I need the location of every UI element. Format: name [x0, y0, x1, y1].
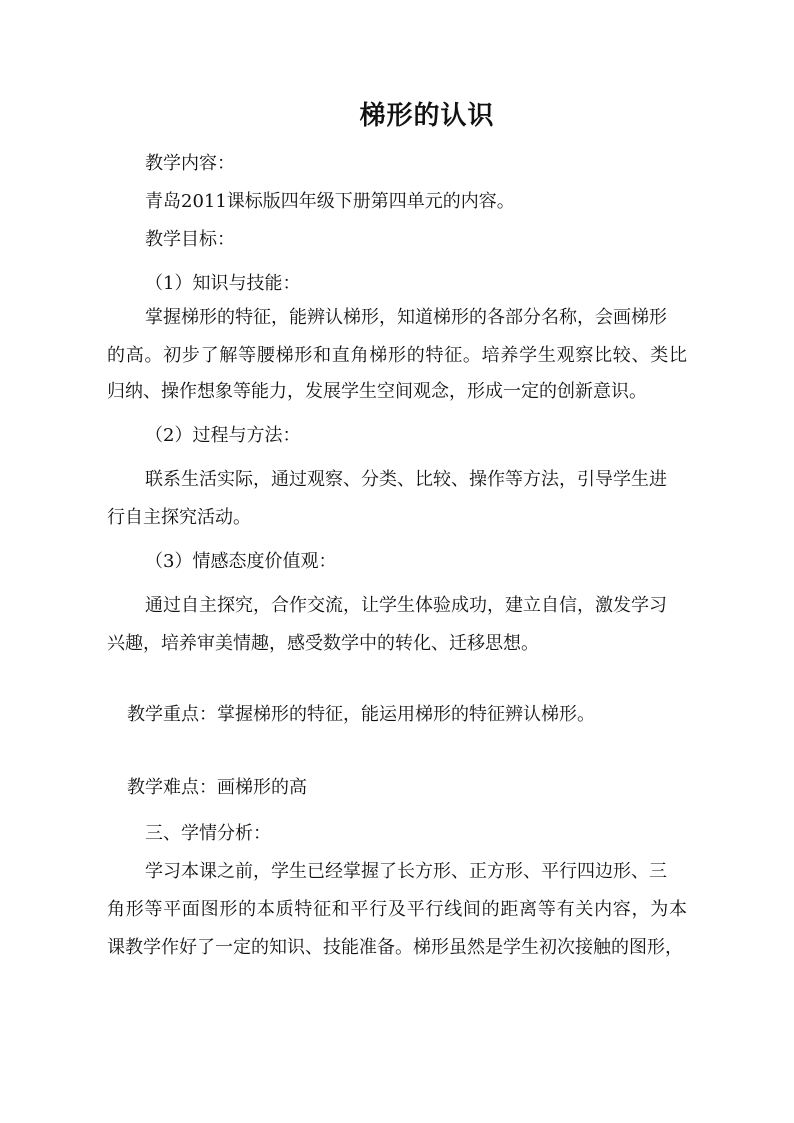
content-line: 青岛2011课标版四年级下册第四单元的内容。: [145, 191, 515, 212]
paragraph-line: 行自主探究活动。: [107, 507, 251, 528]
paragraph-line: 掌握梯形的特征，能辨认梯形，知道梯形的各部分名称，会画梯形: [145, 307, 667, 328]
paragraph-line: 联系生活实际，通过观察、分类、比较、操作等方法，引导学生进: [145, 469, 667, 490]
subheading-attitudes-values: （3）情感态度价值观：: [145, 551, 337, 572]
section-heading-content: 教学内容：: [145, 153, 235, 174]
paragraph-line: 角形等平面图形的本质特征和平行及平行线间的距离等有关内容，为本: [107, 899, 687, 920]
paragraph-line: 学习本课之前，学生已经掌握了长方形、正方形、平行四边形、三: [145, 861, 667, 882]
paragraph-line: 课教学作好了一定的知识、技能准备。梯形虽然是学生初次接触的图形，: [107, 937, 683, 958]
paragraph-line: 的高。初步了解等腰梯形和直角梯形的特征。培养学生观察比较、类比: [107, 345, 687, 366]
subheading-knowledge-skills: （1）知识与技能：: [145, 273, 301, 294]
section-heading-analysis: 三、学情分析：: [145, 823, 271, 844]
paragraph-line: 兴趣，培养审美情趣，感受数学中的转化、迁移思想。: [107, 633, 539, 654]
paragraph-line: 归纳、操作想象等能力，发展学生空间观念，形成一定的创新意识。: [107, 381, 647, 402]
teaching-difficulty: 教学难点：画梯形的高: [127, 777, 307, 798]
document-title: 梯形的认识: [359, 101, 495, 131]
teaching-key-point: 教学重点：掌握梯形的特征，能运用梯形的特征辨认梯形。: [127, 704, 595, 725]
paragraph-line: 通过自主探究，合作交流，让学生体验成功，建立自信，激发学习: [145, 595, 667, 616]
subheading-process-methods: （2）过程与方法：: [145, 425, 301, 446]
section-heading-objectives: 教学目标：: [145, 229, 235, 250]
